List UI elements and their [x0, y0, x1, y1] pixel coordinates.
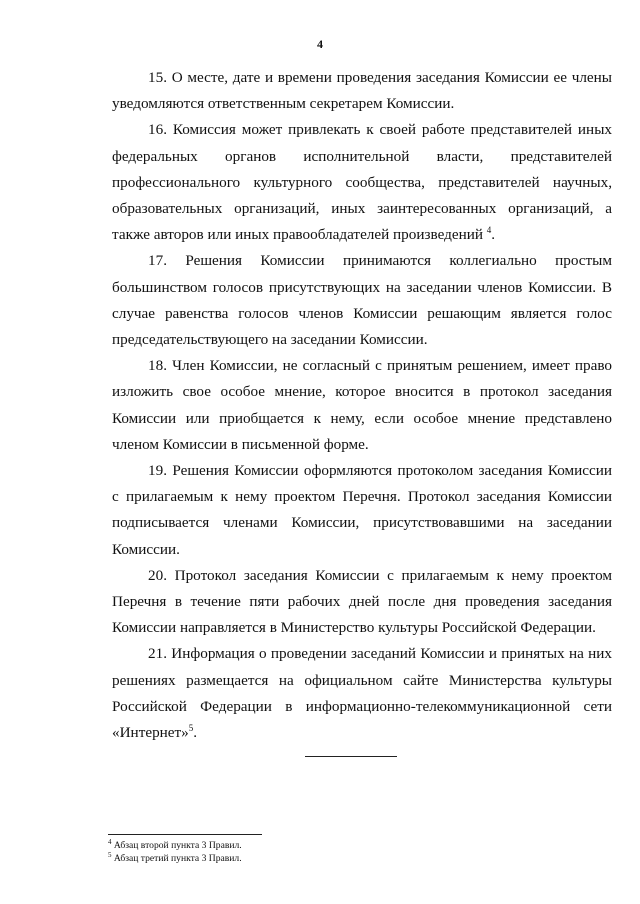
- paragraph-16: 16. Комиссия может привлекать к своей работе представителей иных федеральных органов исполнительной власти, представителей профессионального культурного сообщества, представителей научных, образовательных организаций, иных заинтересованных организаций, а также авторов или иных правообладателей произведений $^4$.: [112, 121, 612, 244]
- paragraph-17: 17. Решения Комиссии принимаются коллегиально простым большинством голосов присутствующих на заседании членов Комиссии. В случае равенства голосов членов Комиссии решающим является голос председательствующего на заседании Комиссии.: [112, 252, 612, 349]
- document-body: [112, 65, 612, 746]
- footnote-ref-4: 4: [486, 225, 492, 236]
- paragraph-20: 20. Протокол заседания Комиссии с прилагаемым к нему проектом Перечня в течение пяти рабочих дней после дня проведения заседания Комиссии направляется в Министерство культуры Российской Федерации.: [112, 566, 612, 637]
- footnotes: [108, 839, 408, 865]
- paragraph-18: 18. Член Комиссии, не согласный с принятым решением, имеет право изложить свое особое мнение, которое вносится в протокол заседания Комиссии или приобщается к нему, если особое мнение представлено членом Комиссии в письменной форме.: [112, 357, 612, 453]
- footnote-4: $^4$ Абзац второй пункта 3 Правил.: [108, 837, 242, 851]
- paragraph-15: 15. О месте, дате и времени проведения заседания Комиссии ее члены уведомляются ответственным секретарем Комиссии.: [112, 69, 612, 113]
- footnote-5: $^5$ Абзац третий пункта 3 Правил.: [108, 850, 242, 864]
- end-separator-line: [305, 756, 397, 757]
- footnote-ref-5: 5: [188, 723, 194, 734]
- page-number: 4: [317, 37, 323, 51]
- paragraph-21: 21. Информация о проведении заседаний Комиссии и принятых на них решениях размещается на официальном сайте Министерства культуры Российской Федерации в информационно-телекоммуникационной сети «Интернет»$^5$.: [112, 645, 612, 742]
- paragraph-19: 19. Решения Комиссии оформляются протоколом заседания Комиссии с прилагаемым к нему проектом Перечня. Протокол заседания Комиссии подписывается членами Комиссии, присутствовавшими на заседании Комиссии.: [112, 462, 612, 558]
- footnote-rule: [108, 834, 262, 835]
